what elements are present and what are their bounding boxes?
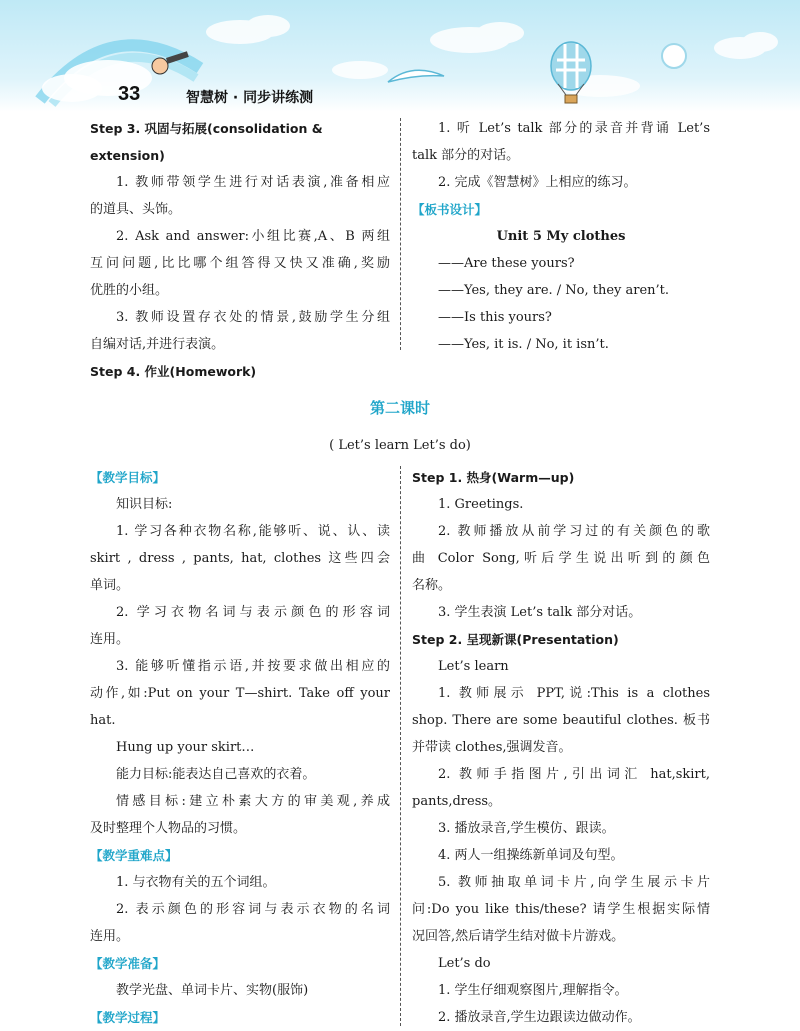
text-line: 2. 教师手指图片,引出词汇 hat,skirt, (438, 767, 710, 782)
text-line: ——Are these yours? (438, 256, 575, 271)
section-heading: 【板书设计】 (412, 202, 488, 217)
section-heading: 【教学目标】 (90, 470, 166, 485)
text-line: 1. Greetings. (438, 497, 524, 512)
text-line: 1. 教师展示 PPT,说:This is a clothes (438, 686, 710, 701)
text-line: 能力目标:能表达自己喜欢的衣着。 (116, 767, 316, 782)
text-line: Hung up your skirt… (116, 740, 255, 755)
column-divider-top (400, 118, 401, 350)
section1-left-column (90, 115, 390, 385)
text-line: 1. 学习各种衣物名称,能够听、说、认、读 (116, 524, 390, 539)
section2-right-column (412, 464, 710, 1031)
text-line: 单词。 (90, 578, 130, 593)
step-heading: Step 2. 呈现新课(Presentation) (412, 632, 619, 647)
text-line: 互问问题,比比哪个组答得又快又准确,奖励 (90, 256, 390, 271)
text-line: Let’s learn (438, 659, 509, 674)
page-number: 33 (118, 83, 141, 105)
text-line: ——Is this yours? (438, 310, 552, 325)
text-line: 5. 教师抽取单词卡片,向学生展示卡片 (438, 875, 710, 890)
text-line: 2. 表示颜色的形容词与表示衣物的名词 (116, 902, 390, 917)
text-line: 2. Ask and answer:小组比赛,A、B 两组 (116, 229, 390, 244)
section-heading: 【教学过程】 (90, 1010, 166, 1025)
text-line: 连用。 (90, 632, 130, 647)
text-line: 1. 与衣物有关的五个词组。 (116, 875, 276, 890)
text-line: Let’s do (438, 956, 491, 971)
text-line: 1. 听 Let’s talk 部分的录音并背诵 Let’s (438, 121, 710, 136)
text-line: ——Yes, it is. / No, it isn’t. (438, 337, 609, 352)
text-line: hat. (90, 713, 116, 728)
text-line: 问:Do you like this/these? 请学生根据实际情 (412, 902, 710, 917)
text-line: 及时整理个人物品的习惯。 (90, 821, 247, 836)
section1-right-column (412, 115, 710, 358)
section-heading: 【教学准备】 (90, 956, 166, 971)
text-line: 教学光盘、单词卡片、实物(服饰) (116, 983, 309, 998)
text-line: talk 部分的对话。 (412, 148, 520, 163)
step-heading: Step 4. 作业(Homework) (90, 364, 257, 379)
board-title: Unit 5 My clothes (496, 229, 626, 244)
text-line: 知识目标: (116, 497, 173, 512)
text-line: 连用。 (90, 929, 130, 944)
series-title: 智慧树 · 同步讲练测 (186, 90, 314, 106)
step-heading: Step 3. 巩固与拓展(consolidation & extension) (90, 121, 323, 163)
text-line: 并带读 clothes,强调发音。 (412, 740, 572, 755)
text-line: 2. 播放录音,学生边跟读边做动作。 (438, 1010, 641, 1025)
text-line: 动作,如:Put on your T—shirt. Take off your (90, 686, 390, 701)
text-line: 2. 教师播放从前学习过的有关颜色的歌 (438, 524, 710, 539)
text-line: shop. There are some beautiful clothes. 板书 (412, 713, 710, 728)
text-line: 的道具、头饰。 (90, 202, 182, 217)
step-heading: Step 1. 热身(Warm—up) (412, 470, 575, 485)
text-line: 优胜的小组。 (90, 283, 169, 298)
lesson-title: 第二课时 (369, 399, 430, 417)
text-line: 2. 学习衣物名词与表示颜色的形容词 (116, 605, 390, 620)
text-line: 名称。 (412, 578, 452, 593)
text-line: 1. 学生仔细观察图片,理解指令。 (438, 983, 628, 998)
text-line: 3. 学生表演 Let’s talk 部分对话。 (438, 605, 642, 620)
section2-left-column (90, 464, 390, 1031)
lesson-subtitle: ( Let’s learn Let’s do) (329, 438, 471, 453)
text-line: 况回答,然后请学生结对做卡片游戏。 (412, 929, 625, 944)
text-line: 曲 Color Song,听后学生说出听到的颜色 (412, 551, 710, 566)
text-line: 情感目标:建立朴素大方的审美观,养成 (116, 794, 390, 809)
text-line: 3. 能够听懂指示语,并按要求做出相应的 (116, 659, 390, 674)
section-heading: 【教学重难点】 (90, 848, 178, 863)
text-line: 4. 两人一组操练新单词及句型。 (438, 848, 624, 863)
text-line: ——Yes, they are. / No, they aren’t. (438, 283, 670, 298)
text-line: pants,dress。 (412, 794, 502, 809)
column-divider-bottom (400, 466, 401, 1026)
text-line: 自编对话,并进行表演。 (90, 337, 225, 352)
text-line: 3. 教师设置存衣处的情景,鼓励学生分组 (116, 310, 390, 325)
text-line: 3. 播放录音,学生模仿、跟读。 (438, 821, 615, 836)
text-line: skirt , dress , pants, hat, clothes 这些四会 (90, 551, 390, 566)
text-line: 1. 教师带领学生进行对话表演,准备相应 (116, 175, 390, 190)
text-line: 2. 完成《智慧树》上相应的练习。 (438, 175, 637, 190)
